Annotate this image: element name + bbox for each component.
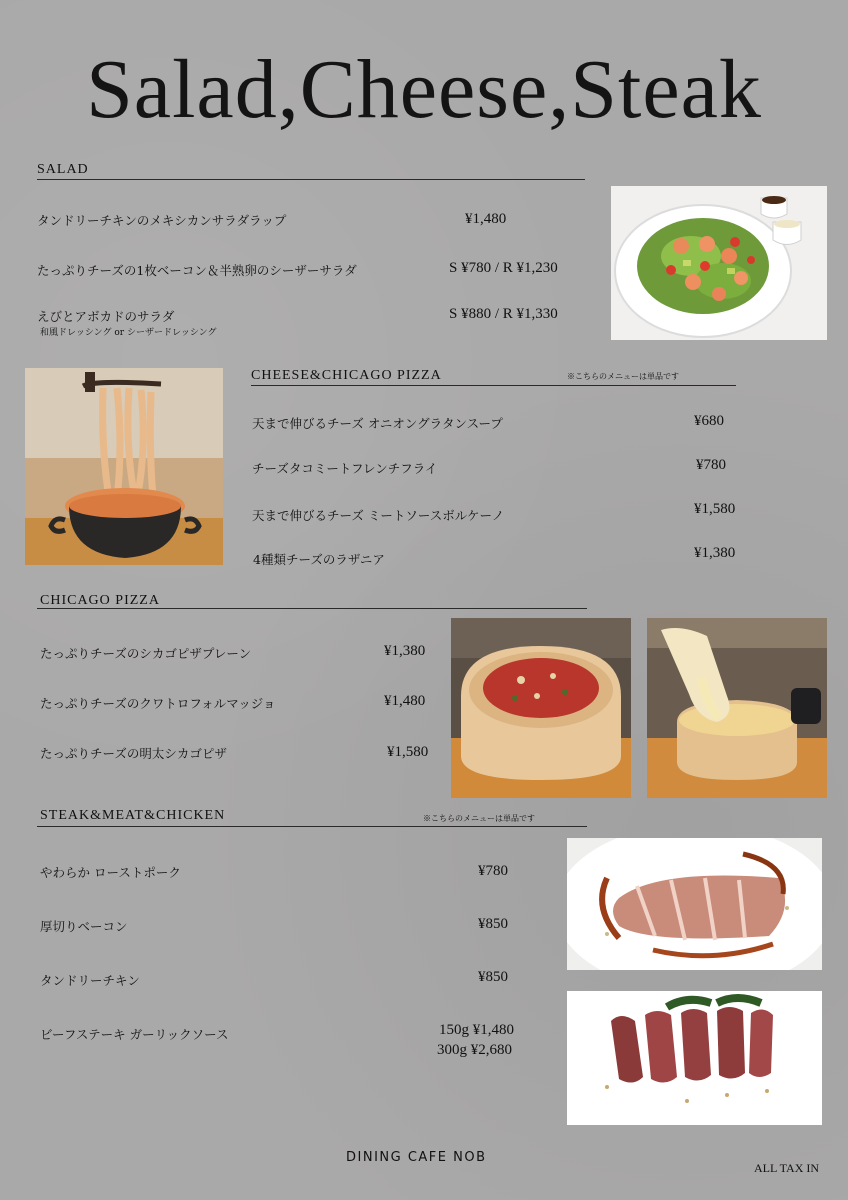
menu-item-name: 4種類チーズのラザニア bbox=[253, 552, 385, 567]
section-divider bbox=[37, 608, 587, 609]
menu-item-name: たっぷりチーズの明太シカゴピザ bbox=[40, 746, 227, 761]
section-heading-salad: SALAD bbox=[37, 162, 89, 177]
menu-item-name: タンドリーチキン bbox=[40, 973, 140, 988]
menu-item-name: 天まで伸びるチーズ ミートソースボルケーノ bbox=[252, 508, 505, 523]
page-title: Salad,Cheese,Steak bbox=[86, 43, 762, 136]
menu-item-price: ¥780 bbox=[696, 457, 726, 473]
menu-item-name: たっぷりチーズの1枚ベーコン＆半熟卵のシーザーサラダ bbox=[37, 263, 357, 278]
menu-item-name: やわらか ローストポーク bbox=[40, 865, 181, 880]
menu-item-price: ¥1,480 bbox=[465, 211, 507, 227]
menu-item-price: ¥850 bbox=[478, 969, 508, 985]
menu-item-price: ¥1,380 bbox=[694, 545, 736, 561]
menu-item-price-large: 300g ¥2,680 bbox=[437, 1042, 512, 1058]
menu-item-name: 天まで伸びるチーズ オニオングラタンスープ bbox=[252, 416, 503, 431]
menu-item-price: ¥1,580 bbox=[694, 501, 736, 517]
menu-item-price: ¥1,480 bbox=[384, 693, 426, 709]
roast-pork-photo bbox=[567, 838, 822, 970]
menu-item-price: ¥780 bbox=[478, 863, 508, 879]
menu-item-price: ¥850 bbox=[478, 916, 508, 932]
menu-item-name: 厚切りベーコン bbox=[40, 919, 128, 934]
menu-item-name: タンドリーチキンのメキシカンサラダラップ bbox=[37, 213, 287, 228]
section-divider bbox=[251, 385, 736, 386]
menu-item-price: 150g ¥1,480 bbox=[439, 1022, 514, 1038]
section-heading-chicago: CHICAGO PIZZA bbox=[40, 593, 160, 608]
section-heading-steak: STEAK&MEAT&CHICKEN bbox=[40, 808, 226, 823]
section-heading-cheese: CHEESE&CHICAGO PIZZA bbox=[251, 368, 442, 383]
salad-photo bbox=[611, 186, 827, 340]
menu-item-subtext: 和風ドレッシング or シーザードレッシング bbox=[40, 328, 217, 338]
menu-item-price: ¥1,380 bbox=[384, 643, 426, 659]
tax-note: ALL TAX IN bbox=[754, 1161, 820, 1175]
cheese-pull-pizza-photo bbox=[647, 618, 827, 798]
menu-item-name: えびとアボカドのサラダ bbox=[37, 309, 175, 324]
restaurant-name: DINING CAFE NOB bbox=[346, 1150, 487, 1165]
menu-item-name: たっぷりチーズのシカゴピザプレーン bbox=[40, 646, 252, 661]
menu-item-price: ¥1,580 bbox=[387, 744, 429, 760]
single-item-note: ※こちらのメニューは単品です bbox=[423, 814, 535, 823]
menu-item-name: チーズタコミートフレンチフライ bbox=[252, 461, 438, 476]
menu-item-price: ¥680 bbox=[694, 413, 724, 429]
onion-gratin-photo bbox=[25, 368, 223, 565]
menu-item-name: ビーフステーキ ガーリックソース bbox=[40, 1027, 229, 1042]
section-divider bbox=[37, 179, 585, 180]
beef-steak-photo bbox=[567, 991, 822, 1125]
menu-item-price: S ¥780 / R ¥1,230 bbox=[449, 260, 558, 276]
single-item-note: ※こちらのメニューは単品です bbox=[567, 372, 679, 381]
section-divider bbox=[37, 826, 587, 827]
menu-item-price: S ¥880 / R ¥1,330 bbox=[449, 306, 558, 322]
chicago-pizza-photo bbox=[451, 618, 631, 798]
menu-item-name: たっぷりチーズのクワトロフォルマッジョ bbox=[40, 696, 276, 711]
